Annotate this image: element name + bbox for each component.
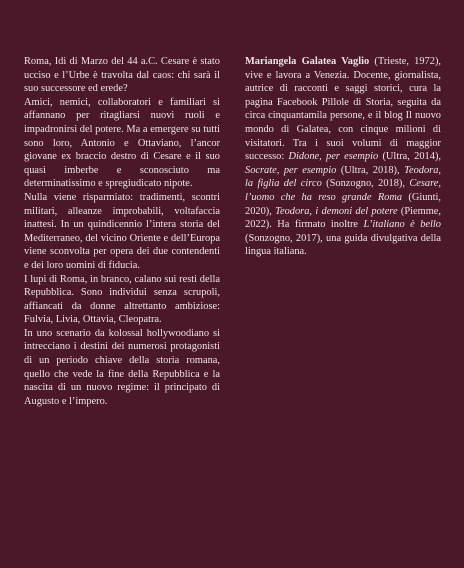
synopsis-paragraph: In uno scenario da kolossal hollywoodiano si intrecciano i destini dei numerosi protagonisti di un periodo chiave della storia romana, quello che vede la fine della Repubblica e la nascita di un nuovo regime: il principato di Augusto e l’impero.: [24, 327, 220, 407]
book-title: Socrate, per esempio: [245, 164, 337, 176]
author-bio-column: [245, 55, 441, 259]
synopsis-column: [24, 55, 220, 408]
synopsis-paragraph: Roma, Idi di Marzo del 44 a.C. Cesare è stato ucciso e l’Urbe è travolta dal caos: chi sarà il suo successore ed erede?: [24, 56, 220, 95]
bio-text: (Ultra, 2018),: [336, 164, 405, 176]
book-title: Didone, per esempio: [288, 151, 379, 163]
bio-text: (Ultra, 2014),: [378, 151, 441, 163]
synopsis-paragraph: Nulla viene risparmiato: tradimenti, scontri militari, alleanze improbabili, voltafaccia inattesi. In un quindicennio l’intera storia del Mediterraneo, del vicino Oriente e dell’Europa viene sconvolta per opera dei due contendenti e dei loro uomini di fiducia.: [24, 191, 220, 271]
book-title: Teodora, la figlia del circo: [245, 164, 441, 190]
book-title: L’italiano è bello: [363, 219, 441, 231]
book-title: Teodora, i demoni del potere: [275, 205, 398, 217]
synopsis-paragraph: I lupi di Roma, in branco, calano sui resti della Repubblica. Sono individui senza scrupoli, affiancati da donne altrettanto ambiziose: Fulvia, Livia, Ottavia, Cleopatra.: [24, 273, 220, 326]
author-bio: [245, 55, 441, 259]
bio-text: (Giunti, 2020),: [245, 191, 441, 217]
book-title: Cesare, l’uomo che ha reso grande Roma: [245, 178, 441, 203]
author-name: Mariangela Galatea Vaglio: [245, 56, 370, 67]
synopsis-paragraph: Amici, nemici, collaboratori e familiari si affannano per ritagliarsi nuovi ruoli e impadronirsi del potere. Ma a emergere su tutti sono loro, Antonio e Ottaviano, l’ancor giovane ex braccio destro di Cesare e il suo quasi imberbe e sconosciuto ma determinatissimo e spregiudicato nipote.: [24, 96, 220, 190]
bio-text: (Trieste, 1972), vive e lavora a Venezia. Docente, giornalista, autrice di racconti e saggi storici, cura la pagina Facebook Pillole di Storia, seguita da circa cinquantamila persone, e il blog Il nuovo mondo di Galatea, con cinque milioni di visitatori. Tra i suoi volumi di maggior successo:: [245, 56, 441, 163]
bio-text: (Sonzogno, 2018),: [321, 178, 410, 190]
bio-text: (Piemme, 2022). Ha firmato inoltre: [245, 205, 441, 231]
bio-text: (Sonzogno, 2017), una guida divulgativa della lingua italiana.: [245, 232, 441, 258]
